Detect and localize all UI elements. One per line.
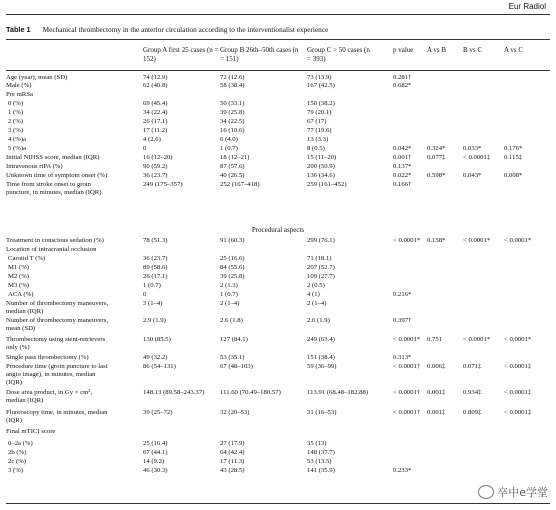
row-label-line: Number of thrombectomy maneuvers, xyxy=(6,300,109,307)
row-label xyxy=(6,354,89,362)
table-cell-b: 111.60 (70.49–180.57) xyxy=(220,389,281,396)
table-cell-a: 69 (45.4) xyxy=(143,100,168,107)
table-cell-p: < 0.0001* xyxy=(393,336,421,343)
row-label-line: angio image), in minutes, median xyxy=(6,371,96,378)
row-label-line: Procedure time (groin puncture to last xyxy=(6,363,108,370)
row-label xyxy=(6,273,29,281)
table-cell-ac: < 0.0001* xyxy=(504,237,532,244)
table-cell-p: 0.216* xyxy=(393,291,412,298)
table-cell-p: < 0.0001† xyxy=(393,409,421,416)
table-cell-c: 141 (35.9) xyxy=(307,467,335,474)
row-label xyxy=(6,127,23,135)
table-cell-c: 150 (38.2) xyxy=(307,100,335,107)
table-cell-ab: 0.751 xyxy=(427,336,443,343)
table-cell-a: 36 (23.7) xyxy=(143,172,168,179)
table-cell-p: 0.682* xyxy=(393,82,412,89)
table-cell-a: 148.13 (89.58–243.37) xyxy=(143,389,205,396)
table-cell-a: 89 (58.6) xyxy=(143,264,168,271)
table-cell-c: 2 (1–4) xyxy=(307,300,327,307)
table-cell-b: 72 (12.6) xyxy=(220,74,245,81)
journal-name: Eur Radiol xyxy=(508,2,546,11)
row-label xyxy=(6,317,108,333)
row-label-line: 4 (%)a xyxy=(8,136,27,143)
table-cell-b: 53 (35.1) xyxy=(220,354,245,361)
table-cell-ac: < 0.0001‡ xyxy=(504,363,532,370)
table-cell-b: 27 (17.9) xyxy=(220,440,245,447)
table-cell-a: 39 (25–72) xyxy=(143,409,173,416)
row-label-line: ACA (%) xyxy=(8,291,34,298)
table-cell-c: 2 (0.5) xyxy=(307,282,325,289)
table-cell-b: 67 (48–103) xyxy=(220,363,253,370)
table-cell-a: 62 (40.8) xyxy=(143,82,168,89)
table-cell-p: 0.042* xyxy=(393,145,412,152)
col-header-group-a: Group A first 25 cases (n = 152) xyxy=(143,46,219,63)
row-label xyxy=(6,100,23,108)
table-cell-c: 53 (13.5) xyxy=(307,458,332,465)
table-cell-a: 130 (85.5) xyxy=(143,336,171,343)
row-label xyxy=(6,300,108,316)
table-cell-a: 4 (2.6) xyxy=(143,136,161,143)
table-cell-ab: 0.006‡ xyxy=(427,363,446,370)
row-label-line: 0–2a (%) xyxy=(8,440,33,447)
table-cell-p: 0.001† xyxy=(393,154,412,161)
table-cell-ab: 0.598* xyxy=(427,172,446,179)
row-label xyxy=(6,136,26,144)
row-label xyxy=(6,282,29,290)
table-cell-b: 43 (28.5) xyxy=(220,467,245,474)
table-cell-bc: 0.033* xyxy=(463,145,482,152)
table-cell-c: 200 (50.9) xyxy=(307,163,335,170)
row-label-line: M3 (%) xyxy=(8,282,29,289)
table-cell-b: 91 (60.3) xyxy=(220,237,245,244)
row-label-line: Time from stroke onset to groin xyxy=(6,181,92,188)
section-procedural-aspects: Procedural aspects xyxy=(251,226,305,234)
row-label xyxy=(6,389,92,405)
row-label xyxy=(6,145,26,153)
row-label xyxy=(6,82,31,90)
table-caption xyxy=(6,25,550,34)
table-cell-b: 16 (10.6) xyxy=(220,127,245,134)
row-label-line: Pre mRSa xyxy=(6,91,33,98)
table-title: Mechanical thrombectomy in the anterior circulation according to the interventionalist experience xyxy=(42,25,329,34)
table-cell-b: 87 (57.6) xyxy=(220,163,245,170)
table-cell-a: 86 (54–131) xyxy=(143,363,176,370)
watermark xyxy=(478,484,548,500)
row-label-line: (IQR) xyxy=(6,417,22,424)
row-label-line: 0 (%) xyxy=(8,100,24,107)
row-label-line: Initial NIHSS score, median (IQR) xyxy=(6,154,100,161)
table-cell-p: 0.233* xyxy=(393,467,412,474)
wechat-logo-icon xyxy=(478,485,494,499)
table-cell-p: < 0.0001† xyxy=(393,363,421,370)
table-cell-b: 1 (0.7) xyxy=(220,291,238,298)
table-cell-a: 74 (12.9) xyxy=(143,74,168,81)
table-cell-c: 151 (38.4) xyxy=(307,354,335,361)
table-cell-b: 34 (22.5) xyxy=(220,118,245,125)
table-cell-c: 259 (161–452) xyxy=(307,181,347,188)
table-bottom-rule xyxy=(6,503,550,504)
table-cell-p: 0.022* xyxy=(393,172,412,179)
table-cell-c: 109 (27.7) xyxy=(307,273,335,280)
table-cell-bc: 0.934‡ xyxy=(463,389,482,396)
table-cell-c: 71 (18.1) xyxy=(307,255,332,262)
table-cell-p: < 0.0001† xyxy=(393,389,421,396)
table-cell-b: 40 (26.5) xyxy=(220,172,245,179)
row-label-line: Male (%) xyxy=(6,82,32,89)
watermark-text: 卒中e学堂 xyxy=(497,486,548,499)
table-cell-ab: 0.158* xyxy=(427,237,446,244)
table-cell-a: 17 (11.2) xyxy=(143,127,168,134)
table-cell-a: 46 (30.3) xyxy=(143,467,168,474)
table-cell-ac: < 0.0001‡ xyxy=(504,389,532,396)
row-label-line: median (IQR) xyxy=(6,308,44,315)
table-cell-b: 2.6 (1.8) xyxy=(220,317,243,324)
table-cell-a: 36 (23.7) xyxy=(143,255,168,262)
row-label xyxy=(6,363,108,387)
table-cell-bc: 0.043* xyxy=(463,172,482,179)
row-label xyxy=(6,440,33,448)
table-cell-a: 34 (22.4) xyxy=(143,109,168,116)
row-label-line: median (IQR) xyxy=(6,397,44,404)
table-cell-b: 39 (25.8) xyxy=(220,273,245,280)
row-label xyxy=(6,246,96,254)
row-label-line: M2 (%) xyxy=(8,273,29,280)
row-label xyxy=(6,118,23,126)
table-cell-a: 49 (32.2) xyxy=(143,354,168,361)
col-header-a-vs-b: A vs B xyxy=(427,46,447,54)
row-label xyxy=(6,428,55,436)
table-cell-c: 207 (52.7) xyxy=(307,264,335,271)
col-header-b-vs-c: B vs C xyxy=(463,46,483,54)
row-label-line: Location of intracranial occlusion xyxy=(6,246,97,253)
table-label: Table 1 xyxy=(6,25,31,34)
row-label-line: Final mTICI score xyxy=(6,428,56,435)
table-cell-b: 39 (25.8) xyxy=(220,109,245,116)
table-cell-a: 26 (17.1) xyxy=(143,118,168,125)
row-label xyxy=(6,163,63,171)
table-cell-b: 50 (33.1) xyxy=(220,100,245,107)
table-cell-a: 90 (59.2) xyxy=(143,163,168,170)
table-cell-ac: < 0.0001* xyxy=(504,336,532,343)
row-label-line: 5 (%)a xyxy=(8,145,27,152)
row-label-line: Treatment in conscious sedation (%) xyxy=(6,237,104,244)
table-cell-p: 0.313* xyxy=(393,354,412,361)
table-cell-b: 64 (42.4) xyxy=(220,449,245,456)
table-cell-c: 113.91 (68.48–182.88) xyxy=(307,389,369,396)
table-cell-a: 16 (12–20) xyxy=(143,154,173,161)
table-cell-bc: < 0.0001‡ xyxy=(463,154,491,161)
table-cell-b: 32 (20–53) xyxy=(220,409,250,416)
row-label xyxy=(6,336,105,352)
row-label-line: 1 (%) xyxy=(8,109,24,116)
row-label xyxy=(6,181,101,197)
table-cell-p: 0.281† xyxy=(393,74,412,81)
row-label-line: 2b (%) xyxy=(8,449,27,456)
row-label-line: (IQR) xyxy=(6,379,22,386)
table-cell-a: 67 (44.1) xyxy=(143,449,168,456)
table-cell-a: 1 (0.7) xyxy=(143,282,161,289)
table-cell-b: 2 (1.3) xyxy=(220,282,238,289)
row-label xyxy=(6,458,26,466)
top-rule xyxy=(6,14,550,15)
row-label-line: puncture, in minutes, median (IQR) xyxy=(6,189,102,196)
table-cell-a: 25 (16.4) xyxy=(143,440,168,447)
table-cell-a: 3 (1–4) xyxy=(143,300,163,307)
row-label-line: Thrombectomy using stent-retrievers xyxy=(6,336,106,343)
row-label-line: Unknown time of symptom onset (%) xyxy=(6,172,108,179)
table-cell-bc: < 0.0001* xyxy=(463,336,491,343)
col-header-group-b: Group B 26th–50th cases (n = 151) xyxy=(220,46,299,63)
row-label-line: Fluoroscopy time, in minutes, median xyxy=(6,409,108,416)
table-cell-c: 299 (76.1) xyxy=(307,237,335,244)
table-cell-b: 84 (55.6) xyxy=(220,264,245,271)
header-bottom-rule xyxy=(6,70,550,71)
table-cell-c: 249 (63.4) xyxy=(307,336,335,343)
row-label-line: Number of thrombectomy maneuvers, xyxy=(6,317,109,324)
row-label-line: 2 (%) xyxy=(8,118,24,125)
table-cell-bc: 0.071‡ xyxy=(463,363,482,370)
row-label-line: only (%) xyxy=(6,344,30,351)
row-label-line: Single pass thrombectomy (%) xyxy=(6,354,89,361)
table-cell-c: 35 (13) xyxy=(307,440,327,447)
table-cell-bc: < 0.0001* xyxy=(463,237,491,244)
table-cell-p: < 0.0001* xyxy=(393,237,421,244)
col-header-a-vs-c: A vs C xyxy=(504,46,524,54)
table-cell-a: 249 (175–357) xyxy=(143,181,183,188)
row-label xyxy=(6,154,99,162)
table-cell-ab: 0.001‡ xyxy=(427,409,446,416)
table-cell-c: 15 (11–20) xyxy=(307,154,337,161)
table-cell-p: 0.397† xyxy=(393,317,412,324)
row-label-line: 3 (%) xyxy=(8,127,24,134)
table-cell-c: 4 (1) xyxy=(307,291,320,298)
table-cell-b: 252 (167–418) xyxy=(220,181,260,188)
table-cell-p: 0.166† xyxy=(393,181,412,188)
table-cell-a: 78 (51.3) xyxy=(143,237,168,244)
table-cell-a: 0 xyxy=(143,291,147,298)
table-cell-c: 2.6 (1.9) xyxy=(307,317,330,324)
row-label xyxy=(6,291,33,299)
table-cell-b: 6 (4.0) xyxy=(220,136,238,143)
row-label-line: Age (year), mean (SD) xyxy=(6,74,68,81)
row-label xyxy=(6,91,33,99)
table-cell-c: 67 (17) xyxy=(307,118,327,125)
table-cell-b: 127 (84.1) xyxy=(220,336,248,343)
table-cell-ab: 0.324* xyxy=(427,145,446,152)
table-cell-c: 13 (3.3) xyxy=(307,136,329,143)
table-cell-p: 0.137* xyxy=(393,163,412,170)
row-label-line: Carotid T (%) xyxy=(8,255,46,262)
table-cell-c: 73 (13.9) xyxy=(307,74,332,81)
row-label-line: 3 (%) xyxy=(8,467,24,474)
col-header-p-value: p value xyxy=(393,46,414,54)
table-cell-c: 59 (36–99) xyxy=(307,363,337,370)
row-label xyxy=(6,74,67,82)
row-label xyxy=(6,409,107,425)
table-cell-c: 167 (42.5) xyxy=(307,82,335,89)
table-cell-b: 58 (38.4) xyxy=(220,82,245,89)
row-label-line: M1 (%) xyxy=(8,264,29,271)
table-cell-c: 136 (34.6) xyxy=(307,172,335,179)
table-cell-c: 148 (37.7) xyxy=(307,449,335,456)
table-cell-b: 17 (11.3) xyxy=(220,458,245,465)
table-cell-c: 79 (20.1) xyxy=(307,109,332,116)
col-header-group-c: Group C > 50 cases (n = 393) xyxy=(307,46,370,63)
table-cell-ab: 0.077‡ xyxy=(427,154,446,161)
table-cell-a: 0 xyxy=(143,145,147,152)
row-label-line: 2c (%) xyxy=(8,458,27,465)
table-cell-a: 2.9 (1.9) xyxy=(143,317,166,324)
table-cell-bc: 0.809‡ xyxy=(463,409,482,416)
table-cell-a: 26 (17.1) xyxy=(143,273,168,280)
row-label xyxy=(6,255,45,263)
row-label xyxy=(6,467,23,475)
table-cell-c: 8 (0.5) xyxy=(307,145,325,152)
row-label-line: Dose area product, in Gy × cm², xyxy=(6,389,93,396)
row-label xyxy=(6,237,104,245)
table-cell-ac: < 0.0001‡ xyxy=(504,409,532,416)
row-label xyxy=(6,264,29,272)
row-label-line: mean (SD) xyxy=(6,325,36,332)
table-cell-a: 14 (9.2) xyxy=(143,458,165,465)
table-cell-c: 31 (16–53) xyxy=(307,409,337,416)
row-label-line: Intravenous rtPA (%) xyxy=(6,163,63,170)
table-cell-ac: 0.008* xyxy=(504,172,523,179)
table-cell-b: 25 (16.6) xyxy=(220,255,245,262)
header-top-rule xyxy=(6,39,550,40)
row-label xyxy=(6,109,23,117)
row-label xyxy=(6,172,107,180)
table-cell-ab: 0.001‡ xyxy=(427,389,446,396)
table-cell-ac: 0.176* xyxy=(504,145,523,152)
table-cell-b: 1 (0.7) xyxy=(220,145,238,152)
table-cell-ac: 0.115‡ xyxy=(504,154,523,161)
table-cell-c: 77 (19.6) xyxy=(307,127,332,134)
row-label xyxy=(6,449,26,457)
table-cell-b: 2 (1–4) xyxy=(220,300,240,307)
table-cell-b: 18 (12–21) xyxy=(220,154,250,161)
